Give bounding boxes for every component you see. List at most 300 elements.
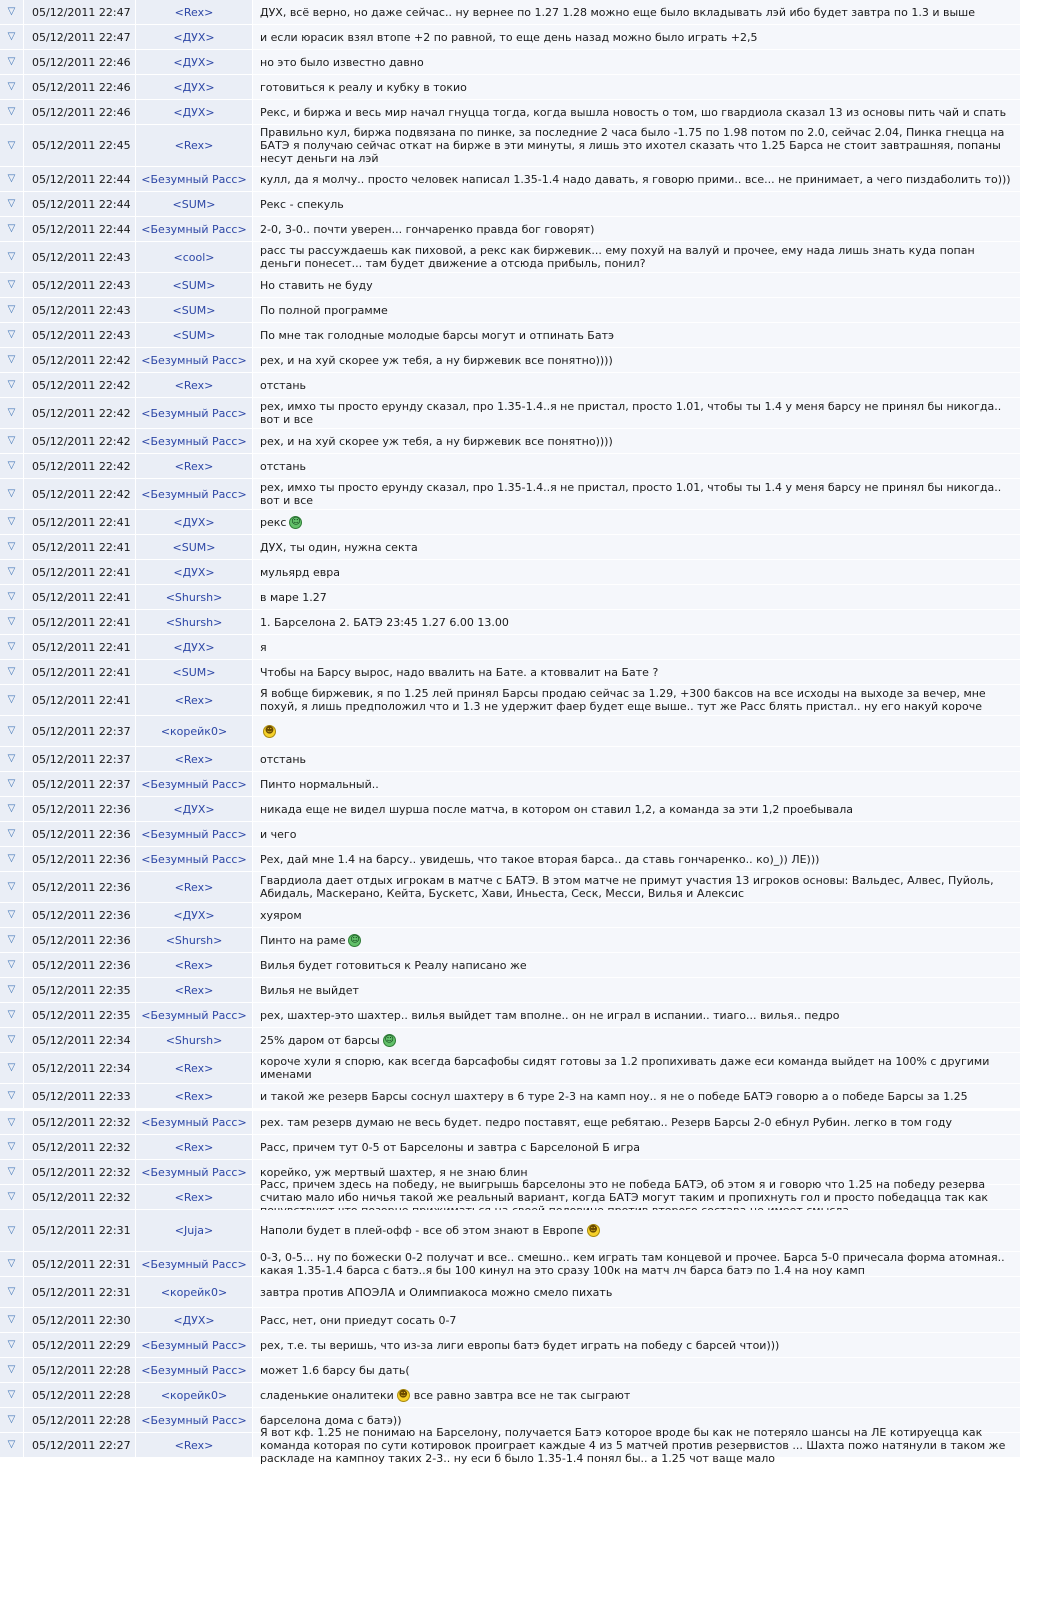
chevron-down-icon[interactable]: ▽	[7, 1224, 16, 1236]
message-text	[253, 872, 1044, 902]
message-text	[253, 797, 1044, 821]
message-body: рекс	[260, 515, 287, 529]
message-author[interactable]: <Безумный Расс>	[136, 1252, 253, 1276]
message-timestamp: 05/12/2011 22:47	[24, 0, 136, 24]
expand-toggle[interactable]	[0, 847, 24, 871]
message-author[interactable]: <Безумный Расс>	[136, 772, 253, 796]
chevron-down-icon[interactable]: ▽	[7, 460, 16, 471]
message-body: Расс, нет, они приедут сосать 0-7	[260, 1313, 457, 1327]
chevron-down-icon[interactable]: ▽	[7, 435, 16, 446]
message-body: Пинто нормальный..	[260, 777, 379, 791]
message-timestamp: 05/12/2011 22:35	[24, 978, 136, 1002]
chat-message-row	[0, 454, 1044, 479]
message-author[interactable]: <Безумный Расс>	[136, 1003, 253, 1027]
chat-message-row	[0, 25, 1044, 50]
message-text	[253, 1028, 1044, 1052]
message-timestamp: 05/12/2011 22:31	[24, 1252, 136, 1276]
chevron-down-icon[interactable]: ▽	[7, 407, 16, 418]
message-author[interactable]: <Безумный Расс>	[136, 1333, 253, 1357]
message-author[interactable]: <ДУХ>	[136, 75, 253, 99]
message-body: в маре 1.27	[260, 590, 327, 604]
message-text	[253, 585, 1044, 609]
chevron-down-icon[interactable]: ▽	[7, 666, 16, 677]
message-author[interactable]: <Rex>	[136, 0, 253, 24]
chat-message-row	[0, 847, 1044, 872]
chevron-down-icon[interactable]: ▽	[7, 354, 16, 365]
expand-toggle[interactable]	[0, 1383, 24, 1407]
message-body: рех, имхо ты просто ерунду сказал, про 1.35-1.4..я не пристал, просто 1.01, чтобы ты 1.4 у меня барсу не принял бы никогда.. вот и все	[260, 400, 1002, 426]
message-author[interactable]: <Rex>	[136, 1135, 253, 1159]
chevron-down-icon[interactable]: ▽	[7, 1166, 16, 1177]
message-timestamp: 05/12/2011 22:36	[24, 953, 136, 977]
expand-toggle[interactable]	[0, 1210, 24, 1251]
message-body: Наполи будет в плей-офф - все об этом знают в Европе	[260, 1224, 584, 1237]
message-author[interactable]: <Shursh>	[136, 610, 253, 634]
message-author[interactable]: <Безумный Расс>	[136, 822, 253, 846]
message-author[interactable]: <Rex>	[136, 872, 253, 902]
chevron-down-icon[interactable]: ▽	[7, 279, 16, 290]
chevron-down-icon[interactable]: ▽	[7, 31, 16, 42]
chevron-down-icon[interactable]: ▽	[7, 6, 16, 17]
chat-message-row	[0, 610, 1044, 635]
expand-toggle[interactable]	[0, 25, 24, 49]
message-author[interactable]: <SUM>	[136, 273, 253, 297]
message-timestamp: 05/12/2011 22:41	[24, 585, 136, 609]
chevron-down-icon[interactable]: ▽	[7, 1439, 16, 1450]
smiley-icon: ☺	[384, 1034, 394, 1045]
expand-toggle[interactable]	[0, 535, 24, 559]
message-text	[253, 1177, 1044, 1209]
message-author[interactable]: <ДУХ>	[136, 25, 253, 49]
message-text	[253, 560, 1044, 584]
message-body: 25% даром от барсы	[260, 1033, 380, 1047]
message-author[interactable]: <Безумный Расс>	[136, 479, 253, 509]
expand-toggle[interactable]	[0, 560, 24, 584]
expand-toggle[interactable]	[0, 100, 24, 124]
expand-toggle[interactable]	[0, 1277, 24, 1307]
chevron-down-icon[interactable]: ▽	[7, 329, 16, 340]
message-author[interactable]: <ДУХ>	[136, 510, 253, 534]
message-text	[253, 323, 1044, 347]
message-author[interactable]: <Безумный Расс>	[136, 1160, 253, 1184]
chevron-down-icon[interactable]: ▽	[7, 1062, 16, 1073]
expand-toggle[interactable]	[0, 0, 24, 24]
expand-toggle[interactable]	[0, 872, 24, 902]
message-author[interactable]: <ДУХ>	[136, 100, 253, 124]
message-body: Расс, причем здесь на победу, не выигрышь барселоны это не победа БАТЭ, об этом я и говорю что 1.25 на победу резерва считаю мало ибо ничья такой же реальный вариант, когда БАТЭ могут таким и пропихнуть гол и просто победацца так как	[260, 1177, 989, 1204]
chat-message-row	[0, 50, 1044, 75]
chevron-down-icon[interactable]: ▽	[7, 139, 16, 151]
chat-message-row	[0, 373, 1044, 398]
message-text	[253, 685, 1044, 715]
message-timestamp: 05/12/2011 22:45	[24, 125, 136, 166]
chevron-down-icon[interactable]: ▽	[7, 694, 16, 705]
message-text	[253, 510, 1044, 534]
message-body: Чтобы на Барсу вырос, надо ввалить на Бате. а ктоввалит на Бате ?	[260, 665, 659, 679]
expand-toggle[interactable]	[0, 510, 24, 534]
message-body: готовиться к реалу и кубку в токио	[260, 80, 467, 94]
expand-toggle[interactable]	[0, 685, 24, 715]
message-text	[253, 125, 1044, 166]
expand-toggle[interactable]	[0, 953, 24, 977]
chat-message-row	[0, 797, 1044, 822]
expand-toggle[interactable]	[0, 1135, 24, 1159]
expand-toggle[interactable]	[0, 348, 24, 372]
chevron-down-icon[interactable]: ▽	[7, 853, 16, 864]
message-body: Вилья будет готовиться к Реалу написано же	[260, 958, 527, 972]
message-author[interactable]: <Безумный Расс>	[136, 429, 253, 453]
message-author[interactable]: <ДУХ>	[136, 797, 253, 821]
chat-message-row	[0, 479, 1044, 510]
message-author[interactable]: <Безумный Расс>	[136, 217, 253, 241]
chevron-down-icon[interactable]: ▽	[7, 1364, 16, 1375]
message-text	[253, 167, 1044, 191]
chat-message-row	[0, 772, 1044, 797]
chat-message-row	[0, 1003, 1044, 1028]
chevron-down-icon[interactable]: ▽	[7, 173, 16, 184]
chat-message-row	[0, 1028, 1044, 1053]
message-text	[253, 25, 1044, 49]
message-timestamp: 05/12/2011 22:32	[24, 1135, 136, 1159]
chevron-down-icon[interactable]: ▽	[7, 1141, 16, 1152]
message-body: я	[260, 640, 267, 654]
message-author[interactable]: <Rex>	[136, 1084, 253, 1108]
message-timestamp: 05/12/2011 22:42	[24, 373, 136, 397]
message-text	[253, 847, 1044, 871]
message-author[interactable]: <ДУХ>	[136, 1308, 253, 1332]
message-text	[253, 953, 1044, 977]
chat-message-row	[0, 1210, 1044, 1252]
message-text	[253, 298, 1044, 322]
chat-message-row	[0, 348, 1044, 373]
chat-message-row	[0, 1308, 1044, 1333]
message-timestamp: 05/12/2011 22:37	[24, 747, 136, 771]
message-body: 1. Барселона 2. БАТЭ 23:45 1.27 6.00 13.00	[260, 615, 509, 629]
message-author[interactable]: <Shursh>	[136, 1028, 253, 1052]
expand-toggle[interactable]	[0, 323, 24, 347]
chat-message-row	[0, 192, 1044, 217]
message-text	[253, 242, 1044, 272]
message-body: короче хули я спорю, как всегда барсафобы сидят готовы за 1.2 пропихивать даже еси команда выйдет на 100% с другими именами	[260, 1055, 990, 1081]
message-timestamp: 05/12/2011 22:43	[24, 298, 136, 322]
message-body: Рекс - спекуль	[260, 197, 344, 211]
message-author[interactable]: <Rex>	[136, 125, 253, 166]
message-timestamp: 05/12/2011 22:28	[24, 1408, 136, 1432]
chat-message-row	[0, 635, 1044, 660]
chevron-down-icon[interactable]: ▽	[7, 616, 16, 627]
expand-toggle[interactable]	[0, 75, 24, 99]
message-timestamp: 05/12/2011 22:27	[24, 1433, 136, 1457]
message-body: барселона дома с батэ))	[260, 1413, 402, 1427]
chevron-down-icon[interactable]: ▽	[7, 1339, 16, 1350]
message-text	[253, 1333, 1044, 1357]
expand-toggle[interactable]	[0, 903, 24, 927]
chevron-down-icon[interactable]: ▽	[7, 1090, 16, 1101]
message-body: кулл, да я молчу.. просто человек написал 1.35-1.4 надо давать, я говорю прими.. все... не принимает, а чего пиздаболить то)))	[260, 172, 1011, 186]
chat-message-row	[0, 75, 1044, 100]
smiley-icon: ☺	[291, 516, 301, 527]
message-author[interactable]: <Rex>	[136, 1433, 253, 1457]
expand-toggle[interactable]	[0, 1333, 24, 1357]
message-text	[253, 192, 1044, 216]
message-timestamp: 05/12/2011 22:32	[24, 1111, 136, 1134]
message-author[interactable]: <cool>	[136, 242, 253, 272]
message-text	[253, 903, 1044, 927]
message-text	[253, 1111, 1044, 1134]
message-author[interactable]: <Rex>	[136, 373, 253, 397]
message-author[interactable]: <корейк0>	[136, 1277, 253, 1307]
expand-toggle[interactable]	[0, 398, 24, 428]
message-body: рех, и на хуй скорее уж тебя, а ну биржевик все понятно))))	[260, 434, 613, 448]
chevron-down-icon[interactable]: ▽	[7, 198, 16, 209]
chat-message-row	[0, 978, 1044, 1003]
chevron-down-icon[interactable]: ▽	[7, 488, 16, 499]
chat-message-row	[0, 298, 1044, 323]
expand-toggle[interactable]	[0, 1408, 24, 1432]
message-text	[253, 1383, 1044, 1407]
chevron-down-icon[interactable]: ▽	[7, 803, 16, 814]
message-author[interactable]: <Juja>	[136, 1210, 253, 1251]
expand-toggle[interactable]	[0, 635, 24, 659]
chevron-down-icon[interactable]: ▽	[7, 778, 16, 789]
message-text	[253, 373, 1044, 397]
message-text	[253, 0, 1044, 24]
message-author[interactable]: <Безумный Расс>	[136, 398, 253, 428]
message-timestamp: 05/12/2011 22:43	[24, 273, 136, 297]
chevron-down-icon[interactable]: ▽	[7, 753, 16, 764]
message-text	[253, 50, 1044, 74]
message-author[interactable]: <ДУХ>	[136, 635, 253, 659]
chevron-down-icon[interactable]: ▽	[7, 1034, 16, 1045]
chevron-down-icon[interactable]: ▽	[7, 1116, 16, 1128]
expand-toggle[interactable]	[0, 716, 24, 746]
message-timestamp: 05/12/2011 22:34	[24, 1028, 136, 1052]
chevron-down-icon[interactable]: ▽	[7, 959, 16, 970]
message-author[interactable]: <Rex>	[136, 454, 253, 478]
message-text	[253, 1358, 1044, 1382]
chat-message-row	[0, 398, 1044, 429]
expand-toggle[interactable]	[0, 1252, 24, 1276]
chevron-down-icon[interactable]: ▽	[7, 934, 16, 945]
message-author[interactable]: <Rex>	[136, 978, 253, 1002]
chat-message-row	[0, 242, 1044, 273]
chat-message-row	[0, 928, 1044, 953]
message-timestamp: 05/12/2011 22:41	[24, 685, 136, 715]
chevron-down-icon[interactable]: ▽	[7, 251, 16, 262]
message-timestamp: 05/12/2011 22:42	[24, 454, 136, 478]
expand-toggle[interactable]	[0, 1433, 24, 1457]
message-text	[253, 660, 1044, 684]
expand-toggle[interactable]	[0, 50, 24, 74]
chat-message-row	[0, 510, 1044, 535]
expand-toggle[interactable]	[0, 797, 24, 821]
message-timestamp: 05/12/2011 22:41	[24, 535, 136, 559]
expand-toggle[interactable]	[0, 1358, 24, 1382]
message-body: рех, т.е. ты веришь, что из-за лиги европы батэ будет играть на победу с барсей чтои)))	[260, 1338, 780, 1352]
chat-message-row	[0, 0, 1044, 25]
chevron-down-icon[interactable]: ▽	[7, 304, 16, 315]
chevron-down-icon[interactable]: ▽	[7, 1258, 16, 1269]
expand-toggle[interactable]	[0, 660, 24, 684]
message-timestamp: 05/12/2011 22:36	[24, 797, 136, 821]
expand-toggle[interactable]	[0, 454, 24, 478]
message-text	[253, 75, 1044, 99]
message-body: никада еще не видел шурша после матча, в котором он ставил 1,2, а команда за эти 1,2 проебывала	[260, 802, 854, 816]
expand-toggle[interactable]	[0, 125, 24, 166]
smiley-icon: ☻	[264, 725, 275, 736]
chat-message-row	[0, 560, 1044, 585]
message-text	[253, 1308, 1044, 1332]
message-author[interactable]: <SUM>	[136, 323, 253, 347]
message-body: Правильно кул, биржа подвязана по пинке, за последние 2 часа было -1.75 по 1.98 потом по 2.0, сейчас 2.04, Пинка гнецца на БАТЭ я получаю сейчас откат на бирже в эти минуты, я лишь это ихотел сказать что 1.25 Барса не стоит завтрашняя, попаны несут деньги на лэй	[260, 126, 1005, 165]
expand-toggle[interactable]	[0, 1111, 24, 1134]
chevron-down-icon[interactable]: ▽	[7, 828, 16, 839]
message-body: рех, шахтер-это шахтер.. вилья выйдет там вполне.. он не играл в испании.. тиаго... вилья.. педро	[260, 1008, 840, 1022]
message-author[interactable]: <SUM>	[136, 298, 253, 322]
message-text	[253, 217, 1044, 241]
smiley-icon: ☻	[398, 1389, 408, 1400]
message-author[interactable]: <Безумный Расс>	[136, 1408, 253, 1432]
message-author[interactable]: <Rex>	[136, 953, 253, 977]
message-author[interactable]: <корейк0>	[136, 1383, 253, 1407]
message-body: рех, имхо ты просто ерунду сказал, про 1.35-1.4..я не пристал, просто 1.01, чтобы ты 1.4 у меня барсу не принял бы никогда.. вот и все	[260, 481, 1002, 507]
message-author[interactable]: <SUM>	[136, 535, 253, 559]
chevron-down-icon[interactable]: ▽	[7, 591, 16, 602]
message-text	[253, 772, 1044, 796]
chevron-down-icon[interactable]: ▽	[7, 1414, 16, 1425]
message-author[interactable]: <Shursh>	[136, 585, 253, 609]
expand-toggle[interactable]	[0, 1160, 24, 1184]
expand-toggle[interactable]	[0, 1028, 24, 1052]
message-timestamp: 05/12/2011 22:31	[24, 1277, 136, 1307]
message-author[interactable]: <Shursh>	[136, 928, 253, 952]
message-author[interactable]: <Rex>	[136, 1053, 253, 1083]
message-author[interactable]: <ДУХ>	[136, 560, 253, 584]
expand-toggle[interactable]	[0, 429, 24, 453]
message-body: мульярд евра	[260, 565, 340, 579]
message-text	[253, 822, 1044, 846]
chat-message-row	[0, 167, 1044, 192]
chat-message-row	[0, 660, 1044, 685]
message-body: может 1.6 барсу бы дать(	[260, 1363, 410, 1377]
chat-message-row	[0, 1425, 1044, 1465]
chevron-down-icon[interactable]: ▽	[7, 881, 16, 892]
expand-toggle[interactable]	[0, 585, 24, 609]
expand-toggle[interactable]	[0, 610, 24, 634]
chevron-down-icon[interactable]: ▽	[7, 566, 16, 577]
expand-toggle[interactable]	[0, 192, 24, 216]
chevron-down-icon[interactable]: ▽	[7, 516, 16, 527]
message-text	[253, 1210, 1044, 1251]
chevron-down-icon[interactable]: ▽	[7, 1191, 16, 1202]
message-timestamp: 05/12/2011 22:36	[24, 847, 136, 871]
expand-toggle[interactable]	[0, 298, 24, 322]
message-text	[253, 610, 1044, 634]
message-timestamp: 05/12/2011 22:41	[24, 560, 136, 584]
chevron-down-icon[interactable]: ▽	[7, 1009, 16, 1020]
message-body: Но ставить не буду	[260, 278, 373, 292]
chevron-down-icon[interactable]: ▽	[7, 223, 16, 234]
chat-message-row	[0, 585, 1044, 610]
message-author[interactable]: <Безумный Расс>	[136, 167, 253, 191]
expand-toggle[interactable]	[0, 1185, 24, 1209]
expand-toggle[interactable]	[0, 217, 24, 241]
chevron-down-icon[interactable]: ▽	[7, 725, 16, 736]
expand-toggle[interactable]	[0, 167, 24, 191]
message-author[interactable]: <ДУХ>	[136, 50, 253, 74]
chevron-down-icon[interactable]: ▽	[7, 1314, 16, 1325]
chevron-down-icon[interactable]: ▽	[7, 1286, 16, 1297]
expand-toggle[interactable]	[0, 373, 24, 397]
chevron-down-icon[interactable]: ▽	[7, 909, 16, 920]
message-timestamp: 05/12/2011 22:44	[24, 167, 136, 191]
message-author[interactable]: <Безумный Расс>	[136, 847, 253, 871]
message-author[interactable]: <Rex>	[136, 1185, 253, 1209]
chevron-down-icon[interactable]: ▽	[7, 106, 16, 117]
message-timestamp: 05/12/2011 22:42	[24, 479, 136, 509]
chevron-down-icon[interactable]: ▽	[7, 1389, 16, 1400]
expand-toggle[interactable]	[0, 1084, 24, 1108]
message-author[interactable]: <Безумный Расс>	[136, 1358, 253, 1382]
message-body: но это было известно давно	[260, 55, 424, 69]
expand-toggle[interactable]	[0, 747, 24, 771]
expand-toggle[interactable]	[0, 479, 24, 509]
message-body: хуяром	[260, 908, 302, 922]
message-timestamp: 05/12/2011 22:46	[24, 75, 136, 99]
expand-toggle[interactable]	[0, 1003, 24, 1027]
message-text	[253, 1003, 1044, 1027]
chat-message-row	[0, 1277, 1044, 1308]
expand-toggle[interactable]	[0, 928, 24, 952]
message-author[interactable]: <SUM>	[136, 192, 253, 216]
message-author[interactable]: <ДУХ>	[136, 903, 253, 927]
message-timestamp: 05/12/2011 22:35	[24, 1003, 136, 1027]
message-text	[253, 635, 1044, 659]
message-timestamp: 05/12/2011 22:47	[24, 25, 136, 49]
message-body: рех. там резерв думаю не весь будет. педро поставят, еще ребятаю.. Резерв Барсы 2-0 ебнул Рубин. легко в том году	[260, 1116, 953, 1129]
chat-message-row	[0, 903, 1044, 928]
expand-toggle[interactable]	[0, 242, 24, 272]
message-author[interactable]: <корейк0>	[136, 716, 253, 746]
message-timestamp: 05/12/2011 22:36	[24, 903, 136, 927]
chevron-down-icon[interactable]: ▽	[7, 379, 16, 390]
message-author[interactable]: <Rex>	[136, 685, 253, 715]
chat-message-row	[0, 429, 1044, 454]
message-body: отстань	[260, 378, 307, 392]
chevron-down-icon[interactable]: ▽	[7, 984, 16, 995]
message-author[interactable]: <SUM>	[136, 660, 253, 684]
expand-toggle[interactable]	[0, 978, 24, 1002]
chevron-down-icon[interactable]: ▽	[7, 641, 16, 652]
expand-toggle[interactable]	[0, 1053, 24, 1083]
chevron-down-icon[interactable]: ▽	[7, 541, 16, 552]
chevron-down-icon[interactable]: ▽	[7, 56, 16, 67]
chat-message-row	[0, 1177, 1044, 1210]
chat-message-row	[0, 872, 1044, 903]
message-body: 0-3, 0-5... ну по божески 0-2 получат и все.. смешно.. кем играть там концевой и прочее. Барса 5-0 причесала форма атомная.. какая 1.35-1.4 барса с батэ..я бы 100 кинул на это сразу 100к на матч лч барса батэ по 1.4 на ноу камп	[260, 1251, 1005, 1277]
expand-toggle[interactable]	[0, 1308, 24, 1332]
message-author[interactable]: <Безумный Расс>	[136, 1111, 253, 1134]
message-author[interactable]: <Rex>	[136, 747, 253, 771]
chevron-down-icon[interactable]: ▽	[7, 81, 16, 92]
expand-toggle[interactable]	[0, 273, 24, 297]
expand-toggle[interactable]	[0, 772, 24, 796]
message-timestamp: 05/12/2011 22:36	[24, 822, 136, 846]
message-text	[253, 429, 1044, 453]
message-author[interactable]: <Безумный Расс>	[136, 348, 253, 372]
expand-toggle[interactable]	[0, 822, 24, 846]
message-text	[253, 273, 1044, 297]
